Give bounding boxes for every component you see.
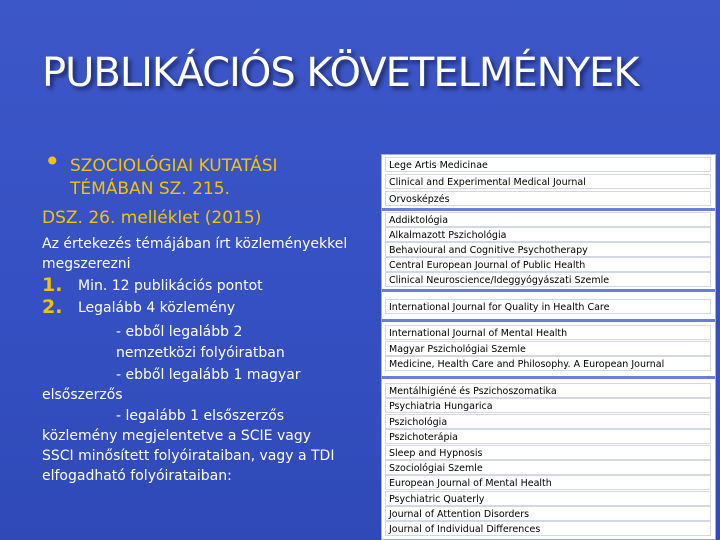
journal-item: Addiktológia: [385, 212, 711, 227]
journal-item: Behavioural and Cognitive Psychotherapy: [385, 242, 711, 257]
journal-item: Clinical Neuroscience/Ideggyógyászati Szemle: [385, 272, 711, 287]
sub-1-line-2: nemzetközi folyóiratban: [116, 345, 285, 361]
sub-2-line-2: elsőszerzős: [42, 387, 123, 403]
group-divider: [382, 208, 715, 211]
intro-line-1: Az értekezés témájában írt közleményekkel: [42, 236, 348, 252]
heading-line-1: SZOCIOLÓGIAI KUTATÁSI: [70, 156, 278, 176]
group-divider: [382, 319, 715, 322]
journal-item: Journal of Attention Disorders: [385, 506, 711, 521]
journal-item: Lege Artis Medicinae: [385, 157, 711, 172]
journal-item: Alkalmazott Pszichológia: [385, 227, 711, 242]
item-1-text: Min. 12 publikációs pontot: [78, 278, 263, 294]
item-1-number: 1.: [42, 274, 63, 296]
journal-item: Medicine, Health Care and Philosophy. A European Journal: [385, 356, 711, 371]
journal-item: European Journal of Mental Health: [385, 475, 711, 490]
journal-item: Pszichoterápia: [385, 429, 711, 444]
sub-3-line-2: közlemény megjelentetve a SCIE vagy: [42, 428, 311, 444]
sub-2-line-1: - ebből legalább 1 magyar: [116, 367, 301, 383]
bullet-icon: •: [44, 145, 61, 178]
journal-item: International Journal for Quality in Health Care: [385, 299, 711, 314]
journal-item: Clinical and Experimental Medical Journal: [385, 174, 711, 189]
heading-line-3: DSZ. 26. melléklet (2015): [42, 208, 262, 228]
sub-3-line-1: - legalább 1 elsőszerzős: [116, 408, 285, 424]
group-divider: [382, 289, 715, 292]
intro-line-2: megszerezni: [42, 256, 131, 272]
journal-item: Pszichológia: [385, 414, 711, 429]
journal-item: Central European Journal of Public Health: [385, 257, 711, 272]
journal-item: Journal of Individual Differences: [385, 521, 711, 536]
journal-item: Mentálhigiéné és Pszichoszomatika: [385, 383, 711, 398]
sub-1-line-1: - ebből legalább 2: [116, 324, 243, 340]
sub-3-line-3: SSCI minősített folyóirataiban, vagy a TDI: [42, 448, 335, 464]
journal-item: International Journal of Mental Health: [385, 325, 711, 340]
journal-item: Psychiatric Quaterly: [385, 491, 711, 506]
journal-item: Psychiatria Hungarica: [385, 398, 711, 413]
journal-list-panel: [381, 154, 716, 540]
journal-item: Magyar Pszichológiai Szemle: [385, 341, 711, 356]
sub-3-line-4: elfogadható folyóirataiban:: [42, 468, 232, 484]
heading-line-2: TÉMÁBAN SZ. 215.: [70, 179, 230, 199]
group-divider: [382, 376, 715, 379]
journal-item: Orvosképzés: [385, 191, 711, 206]
journal-item: Sleep and Hypnosis: [385, 445, 711, 460]
item-2-number: 2.: [42, 296, 63, 318]
journal-item: Szociológiai Szemle: [385, 460, 711, 475]
item-2-text: Legalább 4 közlemény: [78, 300, 236, 316]
page-title: PUBLIKÁCIÓS KÖVETELMÉNYEK: [42, 50, 639, 96]
